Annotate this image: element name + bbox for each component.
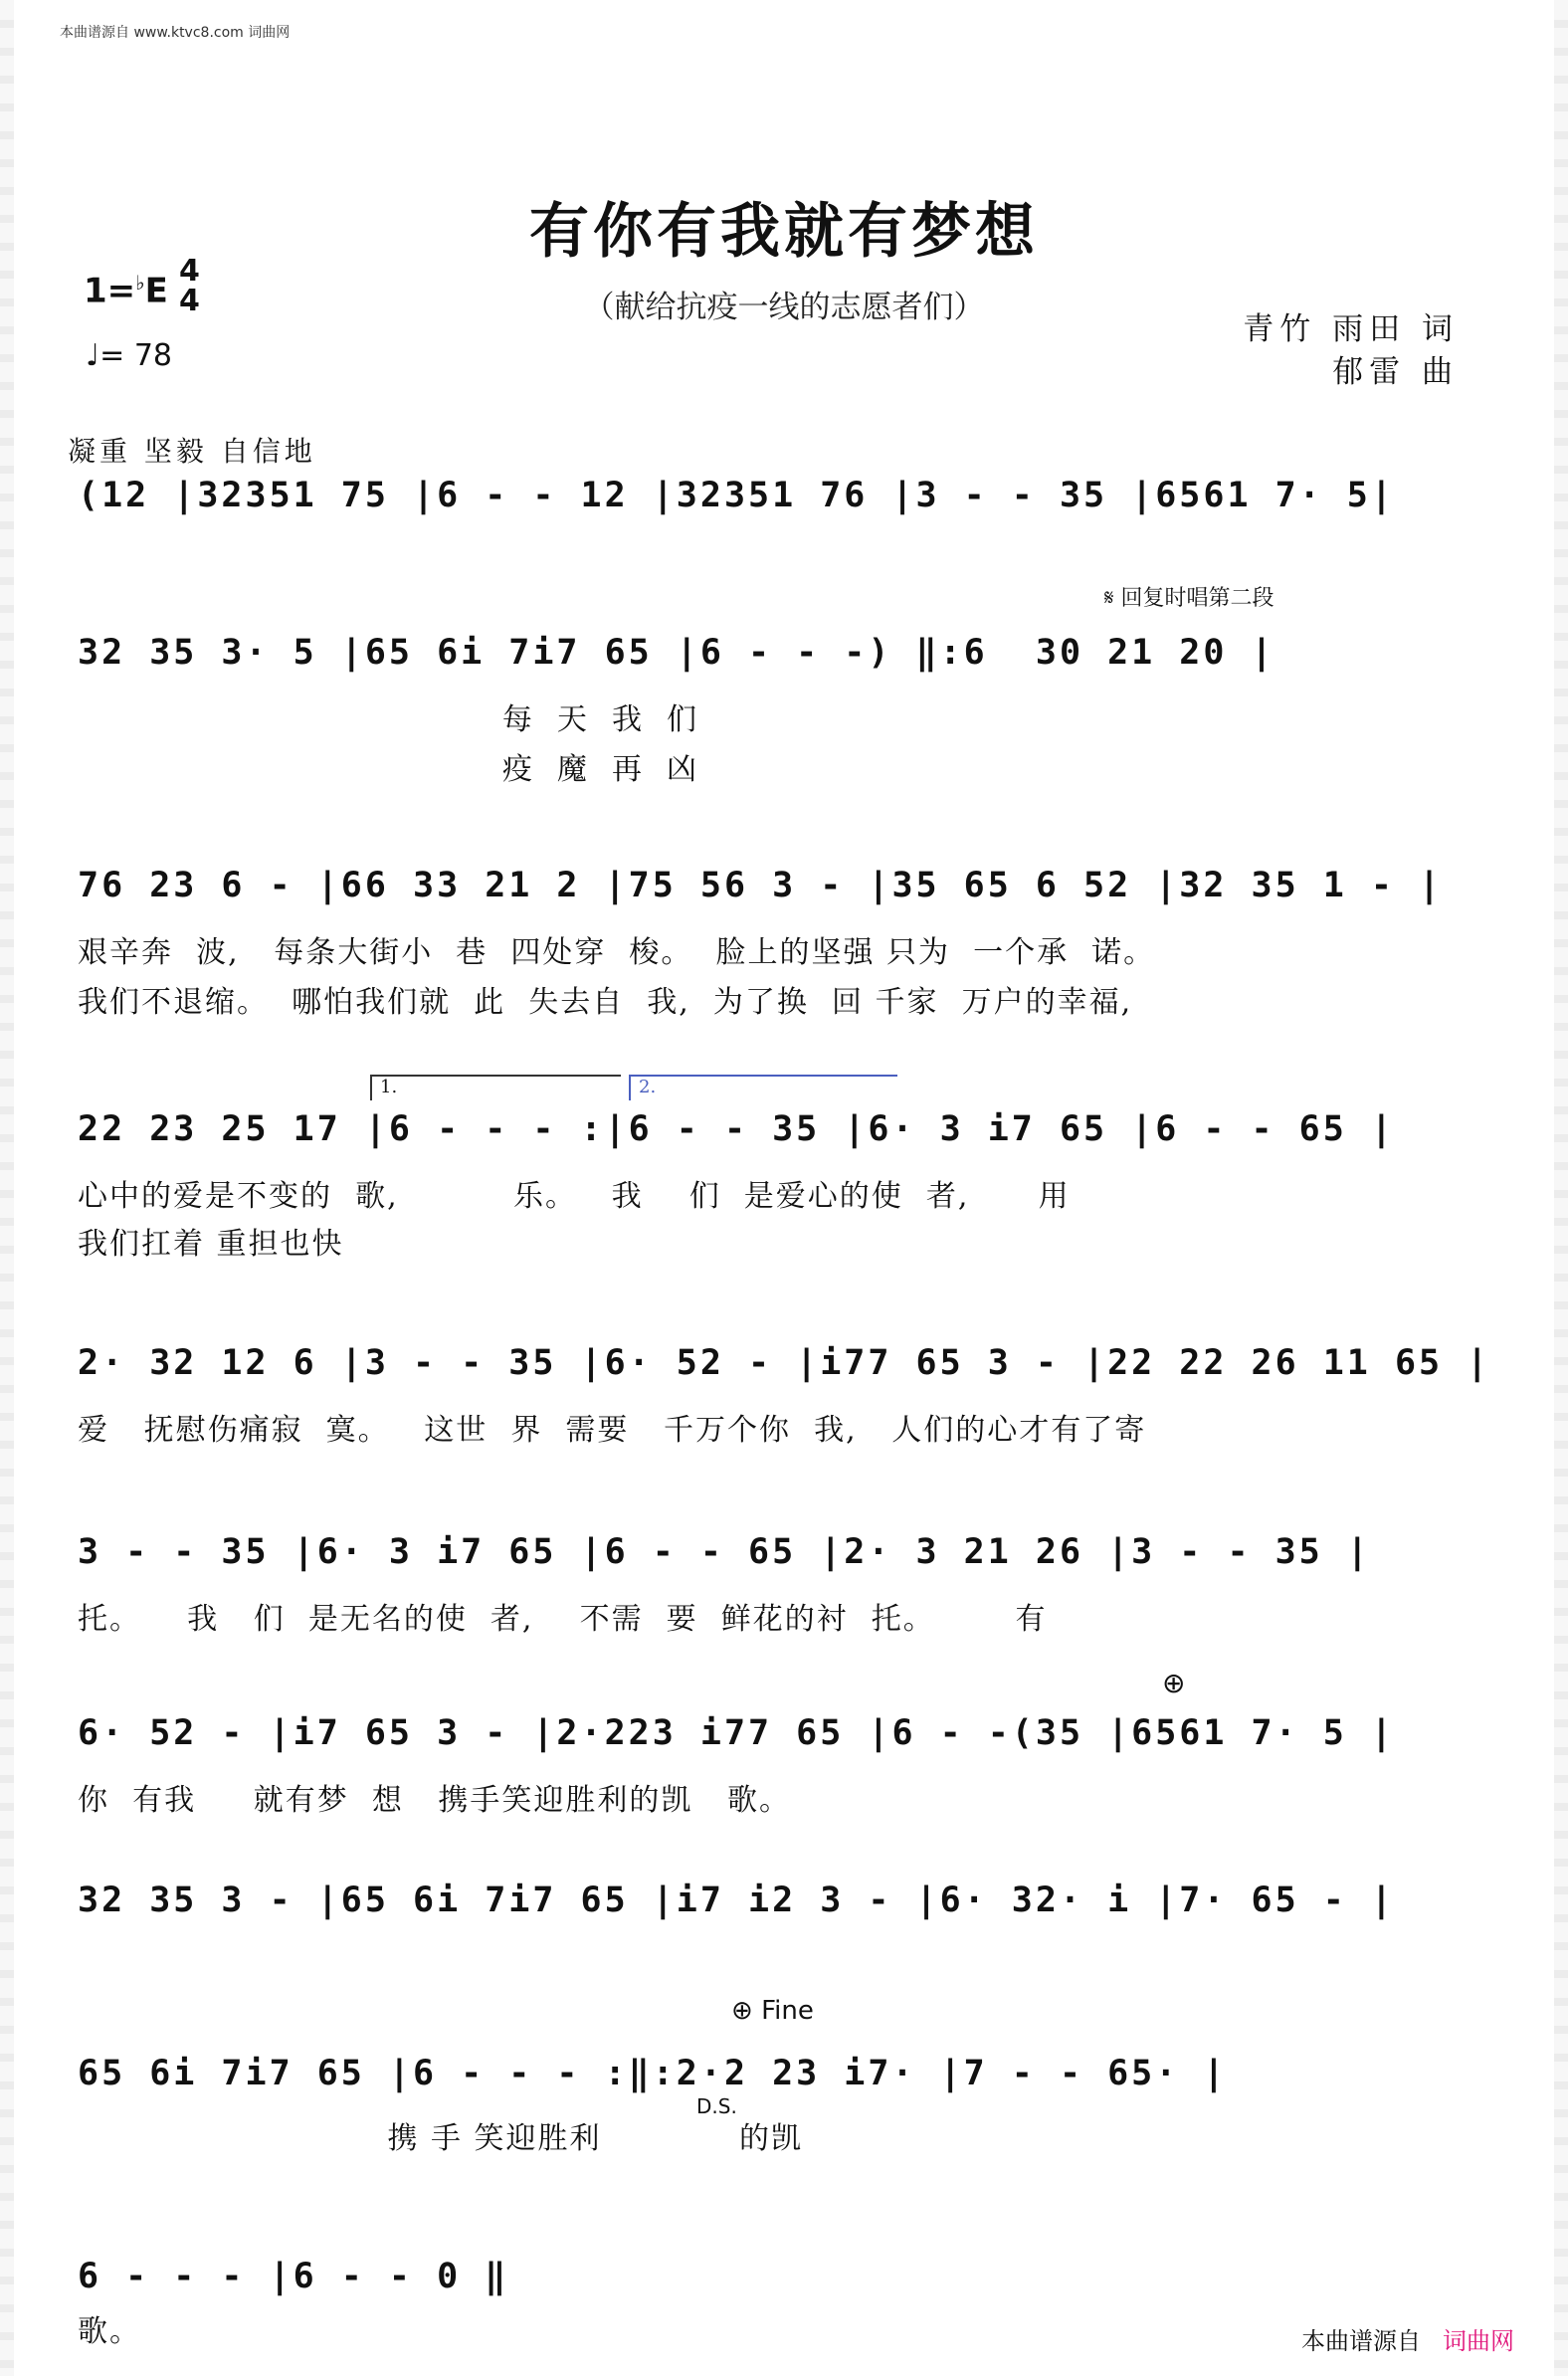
footer-source: 本曲谱源自 bbox=[1301, 2327, 1421, 2355]
lyricist-credit: 青竹 雨田 词 bbox=[1243, 311, 1459, 347]
song-subtitle: （献给抗疫一线的志愿者们） bbox=[583, 290, 985, 325]
lyrics-verse-1: 携 手 笑迎胜利 的凯 bbox=[78, 2121, 803, 2156]
segno-text: 回复时唱第二段 bbox=[1120, 586, 1274, 611]
tempo-marking: ♩= 78 bbox=[86, 338, 172, 373]
ds-label: D.S. bbox=[696, 2094, 737, 2118]
notation: 3 - - 35 |6· 3 i7 65 |6 - - 65 |2· 3 21 26 |3 - - 35 | bbox=[78, 1532, 1371, 1572]
volta-2: 2. bbox=[629, 1075, 897, 1100]
notation: 32 35 3· 5 |65 6i 7i7 65 |6 - - -) ‖:6 30 21 20 | bbox=[78, 633, 1275, 673]
footer-brand-link[interactable]: 词曲网 bbox=[1443, 2327, 1514, 2355]
segno-instruction bbox=[1104, 581, 1274, 612]
lyrics-verse-2: 我们不退缩。 哪怕我们就 此 失去自 我, 为了换 回 千家 万户的幸福, bbox=[78, 985, 1133, 1020]
volta-1: 1. bbox=[370, 1075, 621, 1100]
notation: 6· 52 - |i7 65 3 - |2·223 i77 65 |6 - -(35 |6561 7· 5 | bbox=[78, 1713, 1395, 1753]
lyrics-verse-1: 托。 我 们 是无名的使 者, 不需 要 鲜花的衬 托。 有 bbox=[78, 1602, 1048, 1637]
header-source-note: 本曲谱源自 www.ktvc8.com 词曲网 bbox=[60, 25, 291, 41]
fine-label: Fine bbox=[761, 1996, 814, 2026]
notation: 6 - - - |6 - - 0 ‖ bbox=[78, 2257, 509, 2296]
notation: 65 6i 7i7 65 |6 - - - :‖:2·2 23 i7· |7 - - 65· | bbox=[78, 2054, 1228, 2093]
notation: (12 |32351 75 |6 - - 12 |32351 76 |3 - - 35 |6561 7· 5| bbox=[78, 476, 1395, 515]
lyrics-verse-2: 我们扛着 重担也快 bbox=[78, 1227, 344, 1262]
notation: 2· 32 12 6 |3 - - 35 |6· 52 - |i77 65 3 - |22 22 26 11 65 | bbox=[78, 1343, 1491, 1383]
right-border-strip bbox=[1554, 0, 1568, 2376]
lyrics-verse-1: 歌。 bbox=[78, 2314, 141, 2349]
coda-fine-marker bbox=[731, 1996, 814, 2026]
lyrics-verse-1: 心中的爱是不变的 歌, 乐。 我 们 是爱心的使 者, 用 bbox=[78, 1179, 1071, 1214]
key-label: 1= bbox=[84, 271, 136, 311]
coda-icon: ⊕ bbox=[731, 1996, 762, 2026]
segno-icon: 𝄋 bbox=[1104, 586, 1121, 611]
notation: 32 35 3 - |65 6i 7i7 65 |i7 i2 3 - |6· 32· i |7· 65 - | bbox=[78, 1881, 1395, 1920]
lyrics-verse-1: 每 天 我 们 bbox=[78, 702, 699, 737]
left-border-strip bbox=[0, 0, 14, 2376]
key-note: E bbox=[144, 271, 168, 311]
expression-marking: 凝重 坚毅 自信地 bbox=[68, 435, 316, 468]
lyrics-verse-1: 你 有我 就有梦 想 携手笑迎胜利的凯 歌。 bbox=[78, 1783, 792, 1818]
key-signature bbox=[84, 271, 168, 310]
lyrics-verse-1: 艰辛奔 波, 每条大街小 巷 四处穿 梭。 脸上的坚强 只为 一个承 诺。 bbox=[78, 935, 1156, 970]
time-bottom: 4 bbox=[179, 284, 200, 318]
footer-credit bbox=[1301, 2321, 1514, 2356]
flat-sign: ♭ bbox=[135, 271, 145, 295]
time-top: 4 bbox=[179, 254, 200, 289]
song-title: 有你有我就有梦想 bbox=[529, 197, 1039, 267]
composer-credit: 郁雷 曲 bbox=[1332, 354, 1459, 390]
time-signature bbox=[179, 254, 200, 318]
lyrics-verse-2: 疫 魔 再 凶 bbox=[78, 752, 699, 787]
notation: 22 23 25 17 |6 - - - :|6 - - 35 |6· 3 i7 65 |6 - - 65 | bbox=[78, 1109, 1395, 1149]
notation: 76 23 6 - |66 33 21 2 |75 56 3 - |35 65 6 52 |32 35 1 - | bbox=[78, 866, 1444, 905]
lyrics-verse-1: 爱 抚慰伤痛寂 寞。 这世 界 需要 千万个你 我, 人们的心才有了寄 bbox=[78, 1413, 1147, 1448]
coda-icon: ⊕ bbox=[1162, 1667, 1186, 1699]
